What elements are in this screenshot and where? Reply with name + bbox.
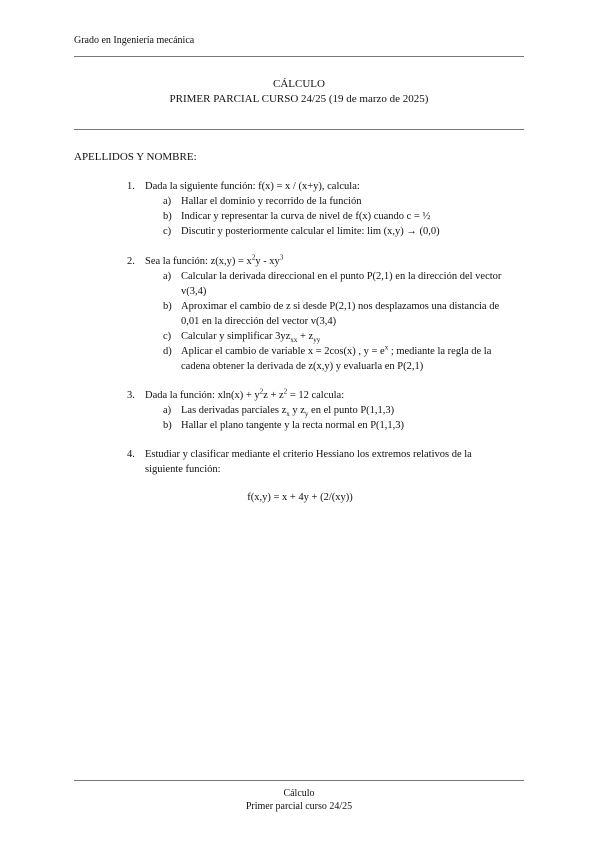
question-stem: Dada la función: $xln(x) + y^2z + z^2 = 12$ calcula: bbox=[145, 387, 345, 401]
title-divider bbox=[74, 129, 524, 130]
item-text: Indicar y representar la curva de nivel de f(x) cuando c = ½ bbox=[181, 211, 431, 222]
footer-divider bbox=[74, 780, 524, 781]
question-number: 1. bbox=[127, 181, 135, 192]
page-title: CÁLCULO bbox=[273, 78, 325, 90]
item-text-cont: cadena obtener la derivada de z(x,y) y evaluarla en P(2,1) bbox=[181, 361, 424, 372]
question-stem: Estudiar y clasificar mediante el criterio Hessiano los extremos relativos de la bbox=[145, 449, 472, 460]
page-subtitle: PRIMER PARCIAL CURSO 24/25 (19 de marzo de 2025) bbox=[169, 93, 429, 105]
item-text: Hallar el plano tangente y la recta normal en P(1,1,3) bbox=[181, 420, 405, 431]
question-number: 3. bbox=[127, 390, 135, 401]
item-text: Discutir y posteriormente calcular el límite: lim (x,y) → (0,0) bbox=[181, 226, 440, 237]
question-stem: Dada la siguiente función: f(x) = x / (x+y), calcula: bbox=[145, 181, 360, 192]
item-label: a) bbox=[163, 196, 172, 207]
item-text: Calcular y simplificar $3yz_{xx} + z_{yy}$ bbox=[181, 331, 321, 345]
item-label: a) bbox=[163, 271, 172, 282]
document-header: Grado en Ingeniería mecánica bbox=[74, 35, 195, 46]
footer-exam: Primer parcial curso 24/25 bbox=[245, 801, 353, 812]
question-number: 2. bbox=[127, 256, 135, 267]
question-stem: Sea la función: $z(x,y) = x^2y - xy^3$ bbox=[145, 253, 284, 267]
item-text: Aplicar el cambio de variable x = 2cos(x) , $y = e^x$ ; mediante la regla de la bbox=[181, 343, 492, 357]
item-text: Calcular la derivada direccional en el punto P(2,1) en la dirección del vector bbox=[181, 271, 502, 282]
item-label: b) bbox=[163, 301, 172, 312]
item-label: c) bbox=[163, 331, 172, 342]
student-name-label: APELLIDOS Y NOMBRE: bbox=[74, 151, 197, 163]
item-text-cont: v(3,4) bbox=[181, 286, 207, 297]
item-label: d) bbox=[163, 346, 172, 357]
item-text: Aproximar el cambio de z si desde P(2,1) nos desplazamos una distancia de bbox=[181, 301, 500, 312]
item-label: a) bbox=[163, 405, 172, 416]
header-divider bbox=[74, 56, 524, 57]
question-number: 4. bbox=[127, 449, 135, 460]
item-label: b) bbox=[163, 211, 172, 222]
item-text: Hallar el dominio y recorrido de la función bbox=[181, 196, 362, 207]
question-stem-cont: siguiente función: bbox=[145, 464, 221, 475]
item-text-cont: 0,01 en la dirección del vector v(3,4) bbox=[181, 316, 337, 327]
footer-course: Cálculo bbox=[283, 788, 315, 799]
item-label: b) bbox=[163, 420, 172, 431]
item-label: c) bbox=[163, 226, 172, 237]
item-text: Las derivadas parciales $z_x$ y $z_y$ en el punto P(1,1,3) bbox=[181, 405, 395, 419]
function-formula: f(x,y) = x + 4y + (2/(xy)) bbox=[247, 492, 353, 503]
